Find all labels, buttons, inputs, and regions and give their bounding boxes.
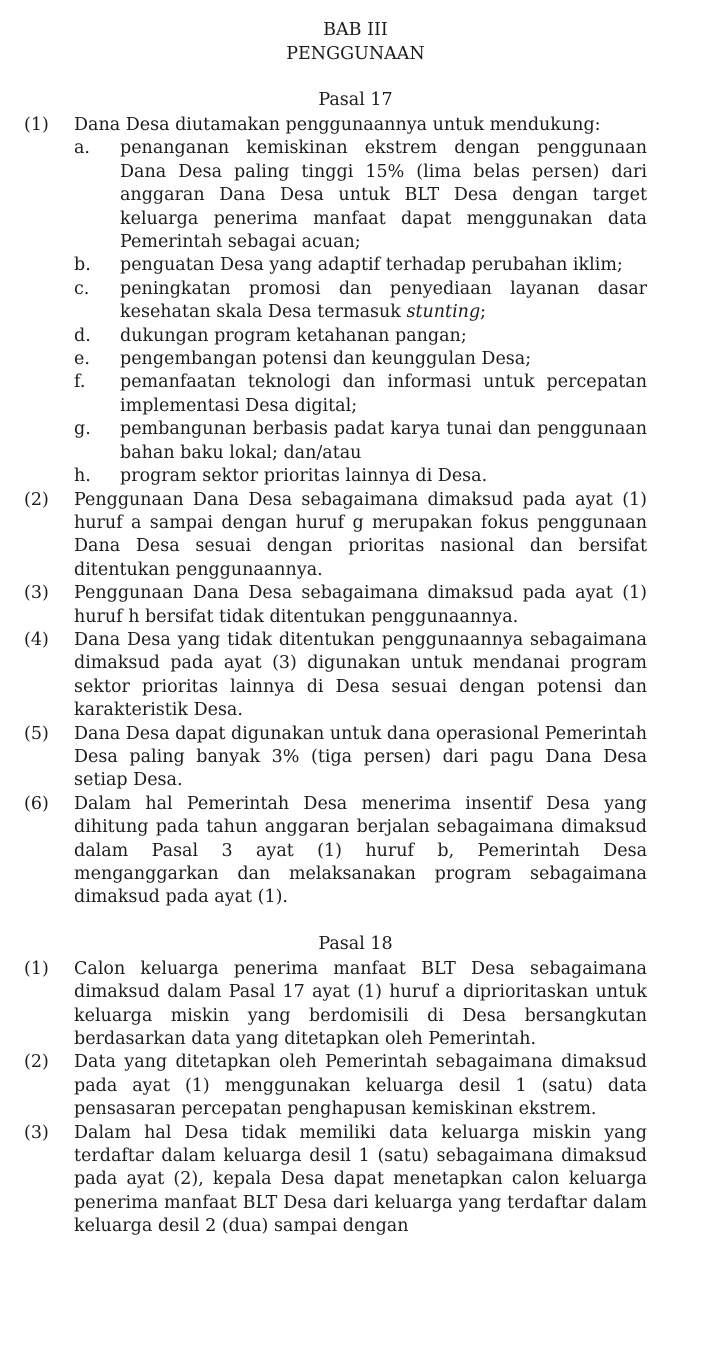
item-letter: a. <box>74 138 90 159</box>
list-item-a <box>74 137 647 254</box>
pasal-18-ayat-1 <box>0 958 711 1052</box>
item-text: dukungan program ketahanan pangan; <box>120 325 467 346</box>
item-text: program sektor prioritas lainnya di Desa. <box>120 466 488 487</box>
list-item-b <box>74 254 647 277</box>
list-item-h <box>74 465 647 488</box>
ayat-number: (5) <box>24 723 49 744</box>
item-text: pengembangan potensi dan keunggulan Desa; <box>120 349 532 370</box>
ayat-text: Data yang ditetapkan oleh Pemerintah sebagaimana dimaksud pada ayat (1) menggunakan keluarga desil 1 (satu) data pensasaran percepatan penghapusan kemiskinan ekstrem. <box>74 1052 647 1120</box>
item-letter: g. <box>74 419 91 440</box>
item-letter: h. <box>74 466 91 487</box>
ayat-number: (3) <box>24 583 49 604</box>
list-item-g <box>74 418 647 465</box>
item-letter: d. <box>74 325 91 346</box>
pasal-18-heading: Pasal 18 <box>318 933 393 954</box>
ayat-number: (4) <box>24 629 49 650</box>
item-text: pemanfaatan teknologi dan informasi untuk percepatan implementasi Desa digital; <box>120 372 647 416</box>
item-text: pembangunan berbasis padat karya tunai dan penggunaan bahan baku lokal; dan/atau <box>120 419 647 463</box>
item-text: penguatan Desa yang adaptif terhadap perubahan iklim; <box>120 255 623 276</box>
item-italic-term: stunting <box>406 302 481 323</box>
pasal-17-ayat-1 <box>0 114 711 489</box>
pasal-17-ayat-3 <box>0 582 711 629</box>
pasal-18-ayat-3 <box>0 1122 711 1239</box>
pasal-17-heading: Pasal 17 <box>318 90 393 110</box>
ayat-number: (1) <box>24 958 49 979</box>
ayat-number: (2) <box>24 1052 49 1073</box>
item-text: peningkatan promosi dan penyediaan layanan dasar kesehatan skala Desa termasuk <box>120 278 647 323</box>
list-item-d <box>74 325 647 348</box>
item-text: penanganan kemiskinan ekstrem dengan penggunaan Dana Desa paling tinggi 15% (lima belas persen) dari anggaran Dana Desa untuk BLT Desa dengan target keluarga penerima manfaat dapat menggunakan data Pemerintah sebagai acuan; <box>120 138 647 253</box>
ayat-text: Dalam hal Desa tidak memiliki data keluarga miskin yang terdaftar dalam keluarga desil 1 (satu) sebagaimana dimaksud pada ayat (2), kepala Desa dapat menetapkan calon keluarga penerima manfaat BLT Desa dari keluarga yang terdaftar dalam keluarga desil 2 (dua) sampai dengan <box>74 1122 647 1237</box>
item-letter: c. <box>74 278 90 299</box>
item-letter: f. <box>74 372 86 393</box>
ayat-1-items <box>74 137 647 488</box>
ayat-number: (1) <box>24 115 49 135</box>
item-text-tail: ; <box>480 302 487 323</box>
chapter-label: BAB III <box>323 20 388 40</box>
item-letter: b. <box>74 255 91 276</box>
pasal-17-ayat-5 <box>0 723 711 793</box>
list-item-c <box>74 278 647 325</box>
list-item-e <box>74 348 647 371</box>
list-item-f <box>74 371 647 418</box>
ayat-text: Penggunaan Dana Desa sebagaimana dimaksud pada ayat (1) huruf a sampai dengan huruf g merupakan fokus penggunaan Dana Desa sesuai dengan prioritas nasional dan bersifat ditentukan penggunaannya. <box>74 489 647 580</box>
ayat-text: Dalam hal Pemerintah Desa menerima insentif Desa yang dihitung pada tahun anggaran berjalan sebagaimana dimaksud dalam Pasal 3 ayat (1) huruf b, Pemerintah Desa menganggarkan dan melaksanakan program sebagaimana dimaksud pada ayat (1). <box>74 793 647 908</box>
ayat-text: Calon keluarga penerima manfaat BLT Desa sebagaimana dimaksud dalam Pasal 17 ayat (1) huruf a diprioritaskan untuk keluarga miskin yang berdomisili di Desa bersangkutan berdasarkan data yang ditetapkan oleh Pemerintah. <box>74 958 647 1050</box>
ayat-text: Dana Desa dapat digunakan untuk dana operasional Pemerintah Desa paling banyak 3% (tiga persen) dari pagu Dana Desa setiap Desa. <box>74 723 647 791</box>
ayat-number: (6) <box>24 793 49 814</box>
pasal-17-ayat-2 <box>0 489 711 583</box>
pasal-17-ayat-4 <box>0 629 711 723</box>
chapter-title: PENGGUNAAN <box>286 44 425 64</box>
item-letter: e. <box>74 349 90 370</box>
pasal-17-ayat-6 <box>0 793 711 910</box>
ayat-number: (3) <box>24 1122 49 1143</box>
ayat-text: Dana Desa diutamakan penggunaannya untuk mendukung: <box>74 115 601 135</box>
ayat-text: Penggunaan Dana Desa sebagaimana dimaksud pada ayat (1) huruf h bersifat tidak ditentukan penggunaannya. <box>74 583 647 627</box>
pasal-18-ayat-2 <box>0 1051 711 1121</box>
ayat-text: Dana Desa yang tidak ditentukan penggunaannya sebagaimana dimaksud pada ayat (3) digunakan untuk mendanai program sektor prioritas lainnya di Desa sesuai dengan potensi dan karakteristik Desa. <box>74 629 647 721</box>
ayat-number: (2) <box>24 489 49 510</box>
